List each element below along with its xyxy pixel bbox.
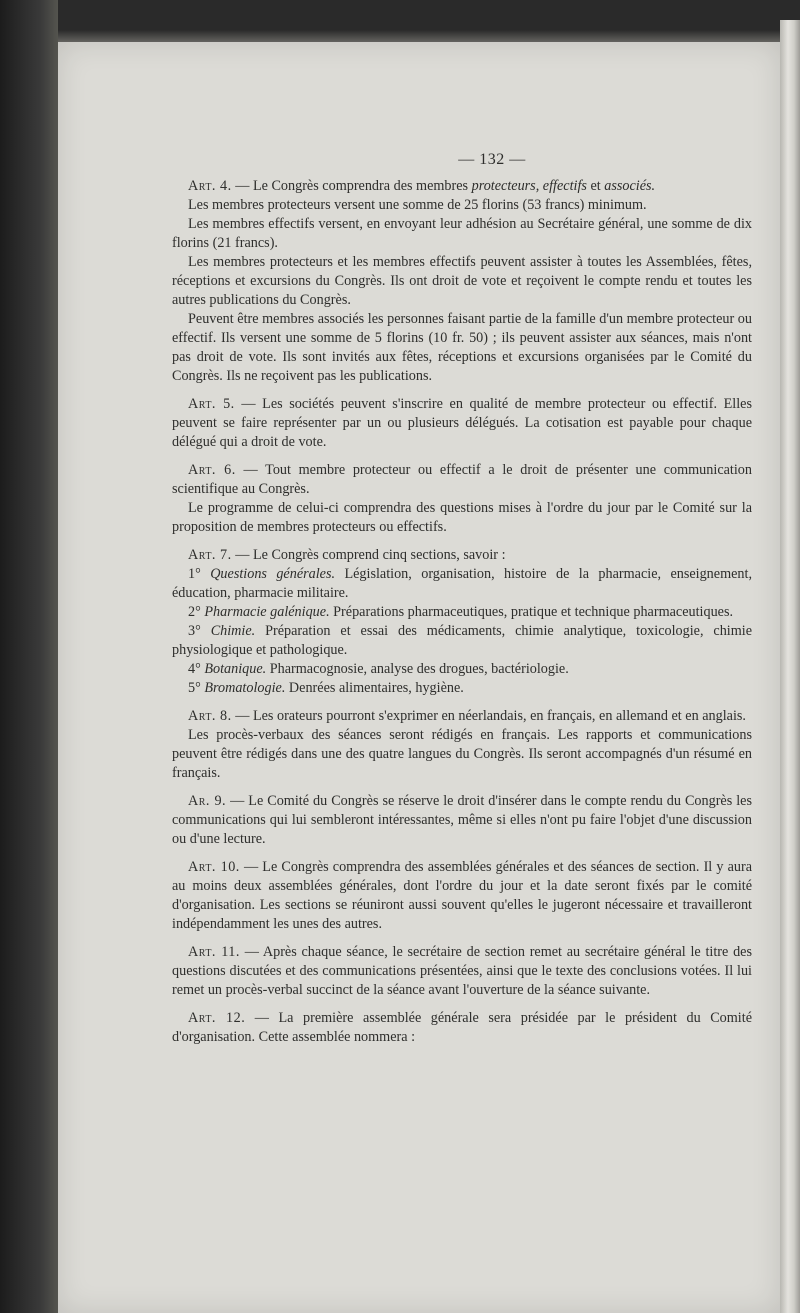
article-paragraph: Le programme de celui-ci comprendra des questions mises à l'ordre du jour par le Comité sur la proposition de membres protecteurs ou effectifs. (172, 500, 752, 535)
article-text: — Après chaque séance, le secrétaire de section remet au secrétaire général le titre des questions discutées et des communications présentées, ainsi que le texte des conclusions votées. Il lui remet un procès-verbal succinct de la séance avant l'ouverture de la séance suivante. (172, 944, 752, 998)
page-stack-edge (780, 20, 800, 1313)
article-paragraph: Peuvent être membres associés les personnes faisant partie de la famille d'un membre protecteur ou effectif. Ils versent une somme de 5 florins (10 fr. 50) ; ils peuvent assister aux séances, mais n'ont pas droit de vote. Ils sont invités aux fêtes, réceptions et excursions organisées par le Comité du Congrès. Ils ne reçoivent pas les publications. (172, 311, 752, 384)
article-label: Art. 6. (188, 462, 236, 478)
article-paragraph (172, 395, 752, 452)
article-label: Art. 10. (188, 859, 240, 875)
article-paragraph: Les membres protecteurs versent une somme de 25 florins (53 francs) minimum. (188, 197, 647, 213)
section-number: 5° (188, 680, 201, 696)
scan-background-left (0, 0, 58, 1313)
article-paragraph: Les membres effectifs versent, en envoyant leur adhésion au Secrétaire général, une somme de dix florins (21 francs). (172, 216, 752, 251)
article-paragraph (172, 858, 752, 934)
article-emphasis: associés. (604, 178, 656, 194)
article-8 (172, 707, 752, 783)
section-item (172, 660, 752, 679)
article-4 (172, 177, 752, 386)
section-number: 1° (188, 566, 201, 582)
article-5 (172, 395, 752, 452)
article-9 (172, 792, 752, 849)
article-paragraph (172, 177, 752, 196)
article-paragraph: Les membres protecteurs et les membres effectifs peuvent assister à toutes les Assemblées, fêtes, réceptions et excursions du Congrès. Ils ont droit de vote et reçoivent le compte rendu et toutes les autres publications du Congrès. (172, 254, 752, 308)
article-12 (172, 1009, 752, 1047)
article-text: et (586, 178, 605, 194)
article-paragraph (172, 546, 752, 565)
section-item (172, 565, 752, 603)
section-number: 3° (188, 623, 201, 639)
article-text: — Les sociétés peuvent s'inscrire en qualité de membre protecteur ou effectif. Elles peuvent se faire représenter par un ou plusieurs délégués. La cotisation est payable pour chaque délégué qui a droit de vote. (172, 396, 752, 450)
article-6 (172, 461, 752, 537)
article-text: — La première assemblée générale sera présidée par le président du Comité d'organisation. Cette assemblée nommera : (172, 1010, 752, 1045)
section-title: Botanique. (204, 661, 267, 677)
page-number: — 132 — (458, 151, 526, 168)
section-description: Législation, organisation, histoire de la pharmacie, enseignement, éducation, pharmacie militaire. (172, 566, 752, 601)
article-label: Art. 8. (188, 708, 232, 724)
article-paragraph (172, 1009, 752, 1047)
section-number: 4° (188, 661, 201, 677)
article-text: — Le Congrès comprend cinq sections, savoir : (231, 547, 506, 563)
article-text: — Les orateurs pourront s'exprimer en néerlandais, en français, en allemand et en anglais. (231, 708, 746, 724)
article-emphasis: protecteurs, effectifs (471, 178, 587, 194)
section-item (172, 603, 752, 622)
article-label: Art. 5. (188, 396, 235, 412)
article-label: Art. 11. (188, 944, 240, 960)
section-description: Pharmacognosie, analyse des drogues, bactériologie. (266, 661, 569, 677)
section-item (172, 622, 752, 660)
article-paragraph: Les procès-verbaux des séances seront rédigés en français. Les rapports et communications peuvent être rédigés dans une des quatre langues du Congrès. Ils seront accompagnés d'un résumé en français. (172, 727, 752, 781)
section-title: Bromatologie. (204, 680, 286, 696)
page-content (172, 150, 752, 1056)
article-text: — Le Comité du Congrès se réserve le droit d'insérer dans le compte rendu du Congrès les communications qui lui sembleront intéressantes, même si elles n'ont pu faire l'objet d'une discussion ou d'une lecture. (172, 793, 753, 847)
article-paragraph (172, 707, 752, 726)
article-paragraph (172, 943, 752, 1000)
article-paragraph (172, 461, 752, 499)
section-description: Préparations pharmaceutiques, pratique et technique pharmaceutiques. (329, 604, 734, 620)
article-text: — Le Congrès comprendra des assemblées générales et des séances de section. Il y aura au moins deux assemblées générales, dont l'ordre du jour et la date seront fixés par le comité d'organisation. Les sections se réuniront aussi souvent qu'elles le jugeront nécessaire et travailleront indépendamment les unes des autres. (172, 859, 752, 932)
section-number: 2° (188, 604, 201, 620)
article-paragraph (172, 792, 752, 849)
article-11 (172, 943, 752, 1000)
section-title: Chimie. (210, 623, 256, 639)
article-label: Ar. 9. (188, 793, 227, 809)
section-title: Questions générales. (210, 566, 336, 582)
article-label: Art. 12. (188, 1010, 246, 1026)
article-label: Art. 7. (188, 547, 232, 563)
section-description: Denrées alimentaires, hygiène. (285, 680, 464, 696)
section-title: Pharmacie galénique. (204, 604, 330, 620)
article-10 (172, 858, 752, 934)
article-text: — Tout membre protecteur ou effectif a le droit de présenter une communication scientifique au Congrès. (172, 462, 752, 497)
article-7 (172, 546, 752, 698)
section-item (172, 679, 752, 698)
article-label: Art. 4. (188, 178, 232, 194)
section-description: Préparation et essai des médicaments, chimie analytique, toxicologie, chimie physiologique et pathologique. (172, 623, 753, 658)
article-text: — Le Congrès comprendra des membres (231, 178, 472, 194)
